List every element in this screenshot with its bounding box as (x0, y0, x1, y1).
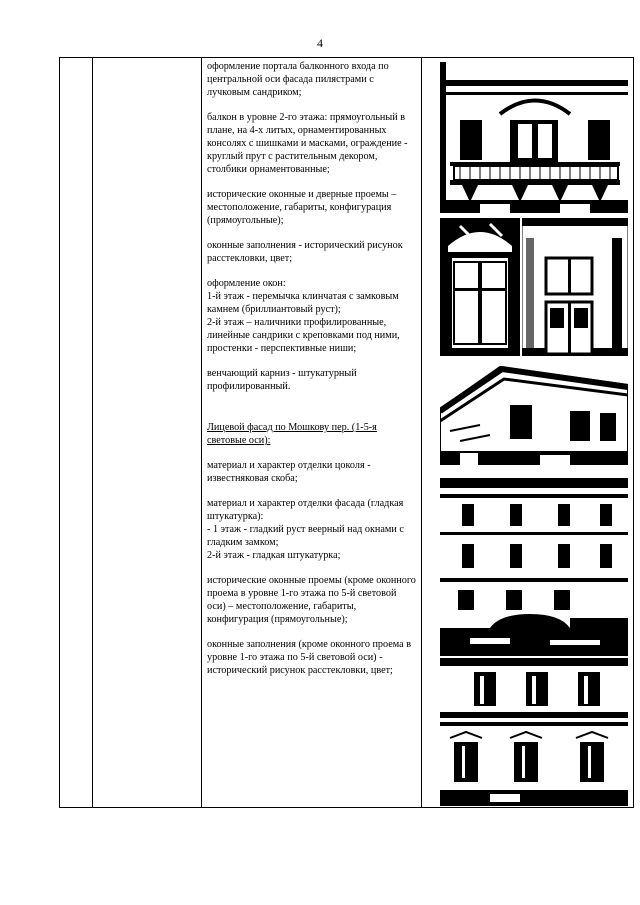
section-heading: Лицевой фасад по Мошкову пер. (1-5-я световые оси): (207, 422, 377, 446)
page-number: 4 (317, 36, 323, 50)
photo-cornice (440, 361, 628, 465)
name-cell (93, 58, 202, 808)
paragraph: оформление портала балконного входа по центральной оси фасада пилястрами с лучковым сандриком; (207, 61, 389, 98)
photo-window-detail (440, 218, 520, 356)
photo-window-row (440, 658, 628, 806)
photo-door-detail (522, 218, 628, 356)
content-table (59, 57, 634, 808)
description-cell (202, 58, 422, 808)
number-cell (60, 58, 93, 808)
paragraph: оформление окон: 1-й этаж - перемычка клинчатая с замковым камнем (бриллиантовый руст); 2-й этаж – наличники профилированные, линейные сандрики с креповками под ними, простенки - перспективные ниши; (207, 278, 400, 354)
paragraph: балкон в уровне 2-го этажа: прямоугольный в плане, на 4-х литых, орнаментированных консолях с шишками и масками, ограждение - круглый прут с растительным декором, столбики орнаментованные; (207, 112, 408, 175)
paragraph: материал и характер отделки цоколя - известняковая скоба; (207, 460, 371, 484)
photo-street-facade (440, 478, 628, 656)
paragraph: оконные заполнения (кроме оконного проема в уровне 1-го этажа по 5-й световой оси) - исторический рисунок расстекловки, цвет; (207, 639, 412, 676)
paragraph: исторические оконные и дверные проемы – местоположение, габариты, конфигурация (прямоугольные); (207, 189, 397, 226)
paragraph: венчающий карниз - штукатурный профилированный. (207, 368, 357, 392)
paragraph: материал и характер отделки фасада (гладкая штукатурка): - 1 этаж - гладкий руст веерный над окнами с гладким замком; 2-й этаж - гладкая штукатурка; (207, 498, 404, 561)
photo-cell (422, 58, 634, 808)
paragraph: оконные заполнения - исторический рисунок расстекловки, цвет; (207, 240, 403, 264)
paragraph: исторические оконные проемы (кроме оконного проема в уровне 1-го этажа по 5-й световой оси) – местоположение, габариты, конфигурация (прямоугольные); (207, 575, 416, 625)
photo-balcony-facade (440, 62, 628, 213)
